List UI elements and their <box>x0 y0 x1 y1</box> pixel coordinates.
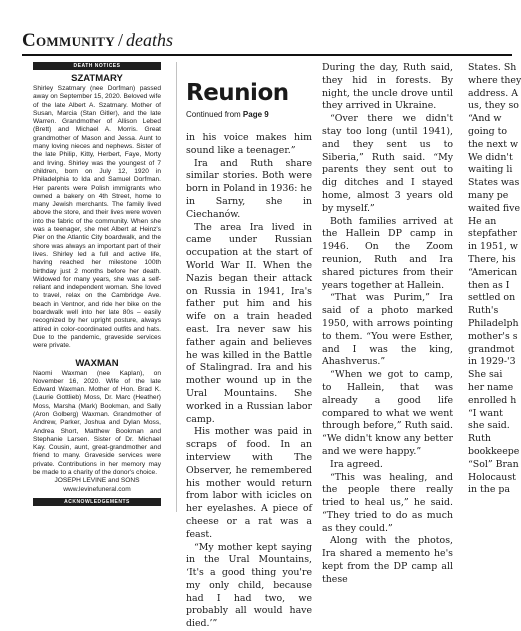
article-line: “American <box>468 267 520 280</box>
article-paragraph: “My mother kept saying in the Ural Mountains, ‘It's a good thing you're my only child, because had I had two, we probably all would have died.’” <box>186 542 312 631</box>
article-line: “Sol” Bran <box>468 459 520 472</box>
article-line: Ruth's <box>468 305 520 318</box>
article-line: settled on <box>468 292 520 305</box>
article-line: going to <box>468 126 520 139</box>
article-line: Philadelph <box>468 318 520 331</box>
notice-name: SZATMARY <box>33 73 161 84</box>
article-paragraph: in his voice makes him sound like a teenager.” <box>186 132 312 158</box>
funeral-home-website[interactable]: www.levinefuneral.com <box>33 486 161 494</box>
article-line: address. A <box>468 88 520 101</box>
article-paragraph: The area Ira lived in came under Russian occupation at the start of World War II. When the Nazis began their attack on Russia in 1941, Ira's father put him and his wife on a train headed east. Ira never saw his father again and believes he was killed in the Battle of Stalingrad. Ira and his mother wound up in the Ural Mountains. She worked in a Russian labor camp. <box>186 222 312 427</box>
article-body-column-3 <box>468 62 520 497</box>
article-paragraph: “That was Purim,” Ira said of a photo marked 1950, with arrows pointing to them. “You were Esther, and I was the king, Ahashverus.” <box>322 292 453 369</box>
section-separator: / <box>118 30 123 50</box>
death-notices-column <box>33 62 161 512</box>
article-line: Holocaust <box>468 472 520 485</box>
article-line: she said. <box>468 420 520 433</box>
article-body-column-1 <box>186 132 312 631</box>
section-title: Community <box>22 30 115 51</box>
article-line: the next w <box>468 139 520 152</box>
column-divider <box>176 62 177 512</box>
notice-text: Naomi Waxman (nee Kaplan), on November 16, 2020. Wife of the late Edward Waxman. Mother of Hon. Brad K. (Laurie Gottlieb) Moss, Dr. Marc (Heather) Moss, Marsha (Mark) Bookman, and Sally (Aron Golberg) Waxman. Grandmother of Andrew, Parker, Joshua and Dylan Moss, Andrea Short, Matthew Bookman and Stephanie Larsen. Sister of Dr. Michael Kay. Cousin, aunt, great-grandmother and friend to many. Graveside services were private. Contributions in her memory may be made to a charity of the donor's choice. <box>33 370 161 478</box>
article-line: stepfather <box>468 228 520 241</box>
article-paragraph: His mother was paid in scraps of food. In an interview with The Observer, he remembered his mother would return from labor with icicles on her eyelashes. A piece of cheese or a rat was a feast. <box>186 426 312 541</box>
article-line: in 1929-'3 <box>468 356 520 369</box>
article-line: States. Sh <box>468 62 520 75</box>
section-subtitle: deaths <box>126 30 173 50</box>
article-line: in 1951, w <box>468 241 520 254</box>
article-line: We didn't <box>468 152 520 165</box>
article-line: many pe <box>468 190 520 203</box>
article-line: He an <box>468 216 520 229</box>
article-line: waited five <box>468 203 520 216</box>
article-column-1 <box>186 62 312 512</box>
article-paragraph: During the day, Ruth said, they hid in forests. By night, the uncle drove until they arrived in Ukraine. <box>322 62 453 113</box>
article-line: mother's s <box>468 331 520 344</box>
article-paragraph: Both families arrived at the Hallein DP camp in 1946. On the Zoom reunion, Ruth and Ira shared pictures from their years together at Hallein. <box>322 216 453 293</box>
notice-name: WAXMAN <box>33 358 161 369</box>
header-rule <box>22 54 512 56</box>
article-line: bookkeepe <box>468 446 520 459</box>
acknowledgements-bar: ACKNOWLEDGEMENTS <box>33 498 161 506</box>
article-line: “And w <box>468 113 520 126</box>
article-column-3 <box>468 62 520 512</box>
funeral-home-name: JOSEPH LEVINE and SONS <box>33 477 161 485</box>
notice-text: Shirley Szatmary (nee Dorfman) passed away on September 15, 2020. Beloved wife of the late Albert A. Szatmary. Mother of Susan, Marcia (Stan Gitler), and the late Warren. Grandmother of Allison Lebed (Brett) and Michael A. Morris. Great grandmother of Mason and Jessa. Aunt to many loving nieces and nephews. Sister of the late Philip, Kitty, Herbert, Faye, Morty and Irving. Shirley was the youngest of 7 children, born on July 12, 1920 in Philadelphia to Ida and Samuel Dorfman. Her parents were Polish immigrants who owned a bakery on 4th Street, home to many Jewish merchants. The family lived above the store, and their lives were woven into the fabric of the community. When she was a teenager, she met Albert at Heinz's Pier on the Atlantic City boardwalk, and the shore was always an important part of their lives. Shirley led a full and active life, having reached her milestone 100th birthday just 2 months before her death. Widowed for many years, she was a self-reliant and independent woman. She loved to travel, relax on the Cambridge Ave. beach in Ventnor, and ride her bike on the boardwalk well into her late 80s – easily recognized by her upright posture, always attired in color-coordinated outfits and hats. Due to the pandemic, graveside services were private. <box>33 85 161 351</box>
article-line: States was <box>468 177 520 190</box>
article-line: her name <box>468 382 520 395</box>
article-line: in the pa <box>468 484 520 497</box>
article-line: waiting li <box>468 164 520 177</box>
article-line: She sai <box>468 369 520 382</box>
article-line: There, his <box>468 254 520 267</box>
section-header <box>22 30 512 54</box>
death-notices-bar: DEATH NOTICES <box>33 62 161 70</box>
article-line: grandmot <box>468 344 520 357</box>
article-paragraph: Along with the photos, Ira shared a memento he's kept from the DP camp all these <box>322 535 453 586</box>
article-column-2 <box>322 62 453 512</box>
article-paragraph: “This was healing, and the people there really tried to heal us,” he said. “They tried to do as much as they could.” <box>322 472 453 536</box>
article-paragraph: “When we got to camp, to Hallein, that was already a good life compared to what we went through before,” Ruth said. “We didn't know any better and we were happy.” <box>322 369 453 459</box>
continued-page-link[interactable]: Page 9 <box>243 110 269 119</box>
article-line: “I want <box>468 408 520 421</box>
article-line: Ruth <box>468 433 520 446</box>
continued-prefix: Continued from <box>186 110 243 119</box>
article-line: where they <box>468 75 520 88</box>
article-line: then as I <box>468 280 520 293</box>
article-headline: Reunion <box>186 80 312 106</box>
continued-from-line <box>186 110 312 119</box>
article-paragraph: Ira and Ruth share similar stories. Both were born in Poland in 1936: he in Sarny, she in Ciechanów. <box>186 158 312 222</box>
article-paragraph: “Over there we didn't stay too long (until 1941), and they sent us to Siberia,” Ruth said. “My parents they sent out to dig ditches and I stayed home, almost 3 years old by myself.” <box>322 113 453 215</box>
article-paragraph: Ira agreed. <box>322 459 453 472</box>
article-body-column-2 <box>322 62 453 587</box>
article-line: enrolled h <box>468 395 520 408</box>
article-line: us, they so <box>468 100 520 113</box>
